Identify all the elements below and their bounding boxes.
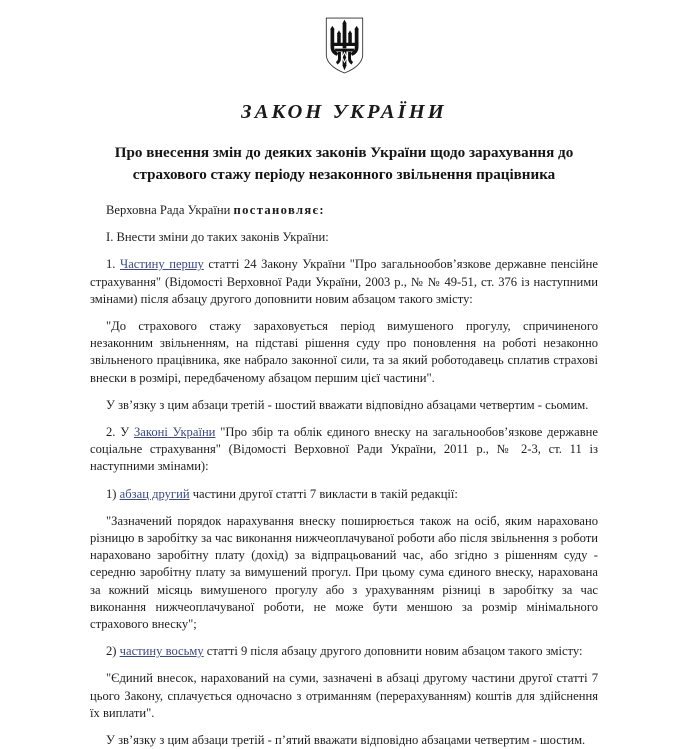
subtitle-line-2: зарахування до страхового стажу періоду незаконного xyxy=(132,145,574,183)
page-title: ЗАКОН УКРАЇНИ xyxy=(241,101,447,123)
item-1-text: статті 24 Закону України "Про загальнообов’язкове державне пенсійне страхування" (Відомості Верховної Ради України, 2003 р., № № 49-51, ст. 376 із наступними змінами) після абзацу другого доповнити новим абзацом такого змісту: xyxy=(90,257,598,306)
item-2-sub-1-text: частини другої статті 7 викласти в такій редакції: xyxy=(189,486,458,501)
paragraph-item-2-sub-1 xyxy=(90,486,598,503)
paragraph-enacting-clause xyxy=(90,202,598,219)
link-abzats-druhyi[interactable]: абзац другий xyxy=(119,486,190,501)
link-chastynu-pershu[interactable]: Частину першу xyxy=(120,257,204,272)
item-1-number: 1. xyxy=(106,257,121,272)
item-2-sub-2-text: статті 9 після абзацу другого доповнити новим абзацом такого змісту: xyxy=(203,644,583,659)
paragraph-item-2 xyxy=(90,424,598,476)
subtitle-line-1: Про внесення змін до деяких законів України щодо xyxy=(114,145,466,161)
link-chastynu-vosmu[interactable]: частину восьму xyxy=(119,644,204,659)
paragraph-renumber-1: У зв’язку з цим абзаци третій - шостий вважати відповідно абзацами четвертим - сьомим. xyxy=(106,397,589,412)
item-2-sub-2-number: 2) xyxy=(106,644,120,659)
paragraph-item-1 xyxy=(90,256,598,308)
paragraph-quote-2: "Зазначений порядок нарахування внеску поширюється також на осіб, яким нараховано різницю в заробітку за час виконання нижчеоплачуваної роботи або після звільнення з роботи нараховано заробітну плату (дохід) за відпрацьований час, або згідно з рішенням суду - середню заробітну плату за вимушений прогул. При цьому сума єдиного внеску, нарахована за кожний місяць вимушеного прогулу або з урахуванням різниці в заробітку за час виконання нижчеоплачуваної роботи, не може бути меншою за розмір мінімального страхового внеску"; xyxy=(90,513,598,632)
paragraph-item-2-sub-2 xyxy=(90,643,598,660)
enacting-clause-prefix: Верховна Рада України xyxy=(106,203,234,217)
paragraph-section-i: I. Внести зміни до таких законів України: xyxy=(106,230,329,245)
paragraph-renumber-2: У зв’язку з цим абзаци третій - п’ятий вважати відповідно абзацами четвертим - шостим. xyxy=(106,733,586,748)
ukraine-trident-coat-of-arms-icon xyxy=(325,17,364,74)
item-2-sub-1-number: 1) xyxy=(106,486,120,501)
item-2-text: "Про збір та облік єдиного внеску на загальнообов’язкове державне соціальне страхування" (Відомості Верховної Ради України, 2011 р., № 2-3, ст. 11 із наступними змінами): xyxy=(90,425,599,474)
link-zakoni-ukrainy[interactable]: Законі України xyxy=(133,425,216,440)
paragraph-quote-3: "Єдиний внесок, нарахований на суми, зазначені в абзаці другому частини другої статті 7 цього Закону, сплачується одночасно з отриманням (перерахуванням) коштів для здійснення їх виплати". xyxy=(90,671,598,720)
enacting-clause-emphasis: постановляє: xyxy=(233,203,325,217)
paragraph-quote-1: "До страхового стажу зараховується період вимушеного прогулу, спричиненого незаконним звільненням, на підставі рішення суду про поновлення на роботі незаконно звільненого працівника, яке набрало законної сили, та за який роботодавець сплатив страхові внески в розмірі, передбаченому абзацом першим цієї частини". xyxy=(90,319,598,385)
document-subtitle xyxy=(107,143,581,186)
document-body xyxy=(90,186,598,749)
item-2-number: 2. У xyxy=(106,425,134,440)
emblem-container xyxy=(0,0,688,74)
subtitle-line-3: звільнення працівника xyxy=(396,166,556,183)
